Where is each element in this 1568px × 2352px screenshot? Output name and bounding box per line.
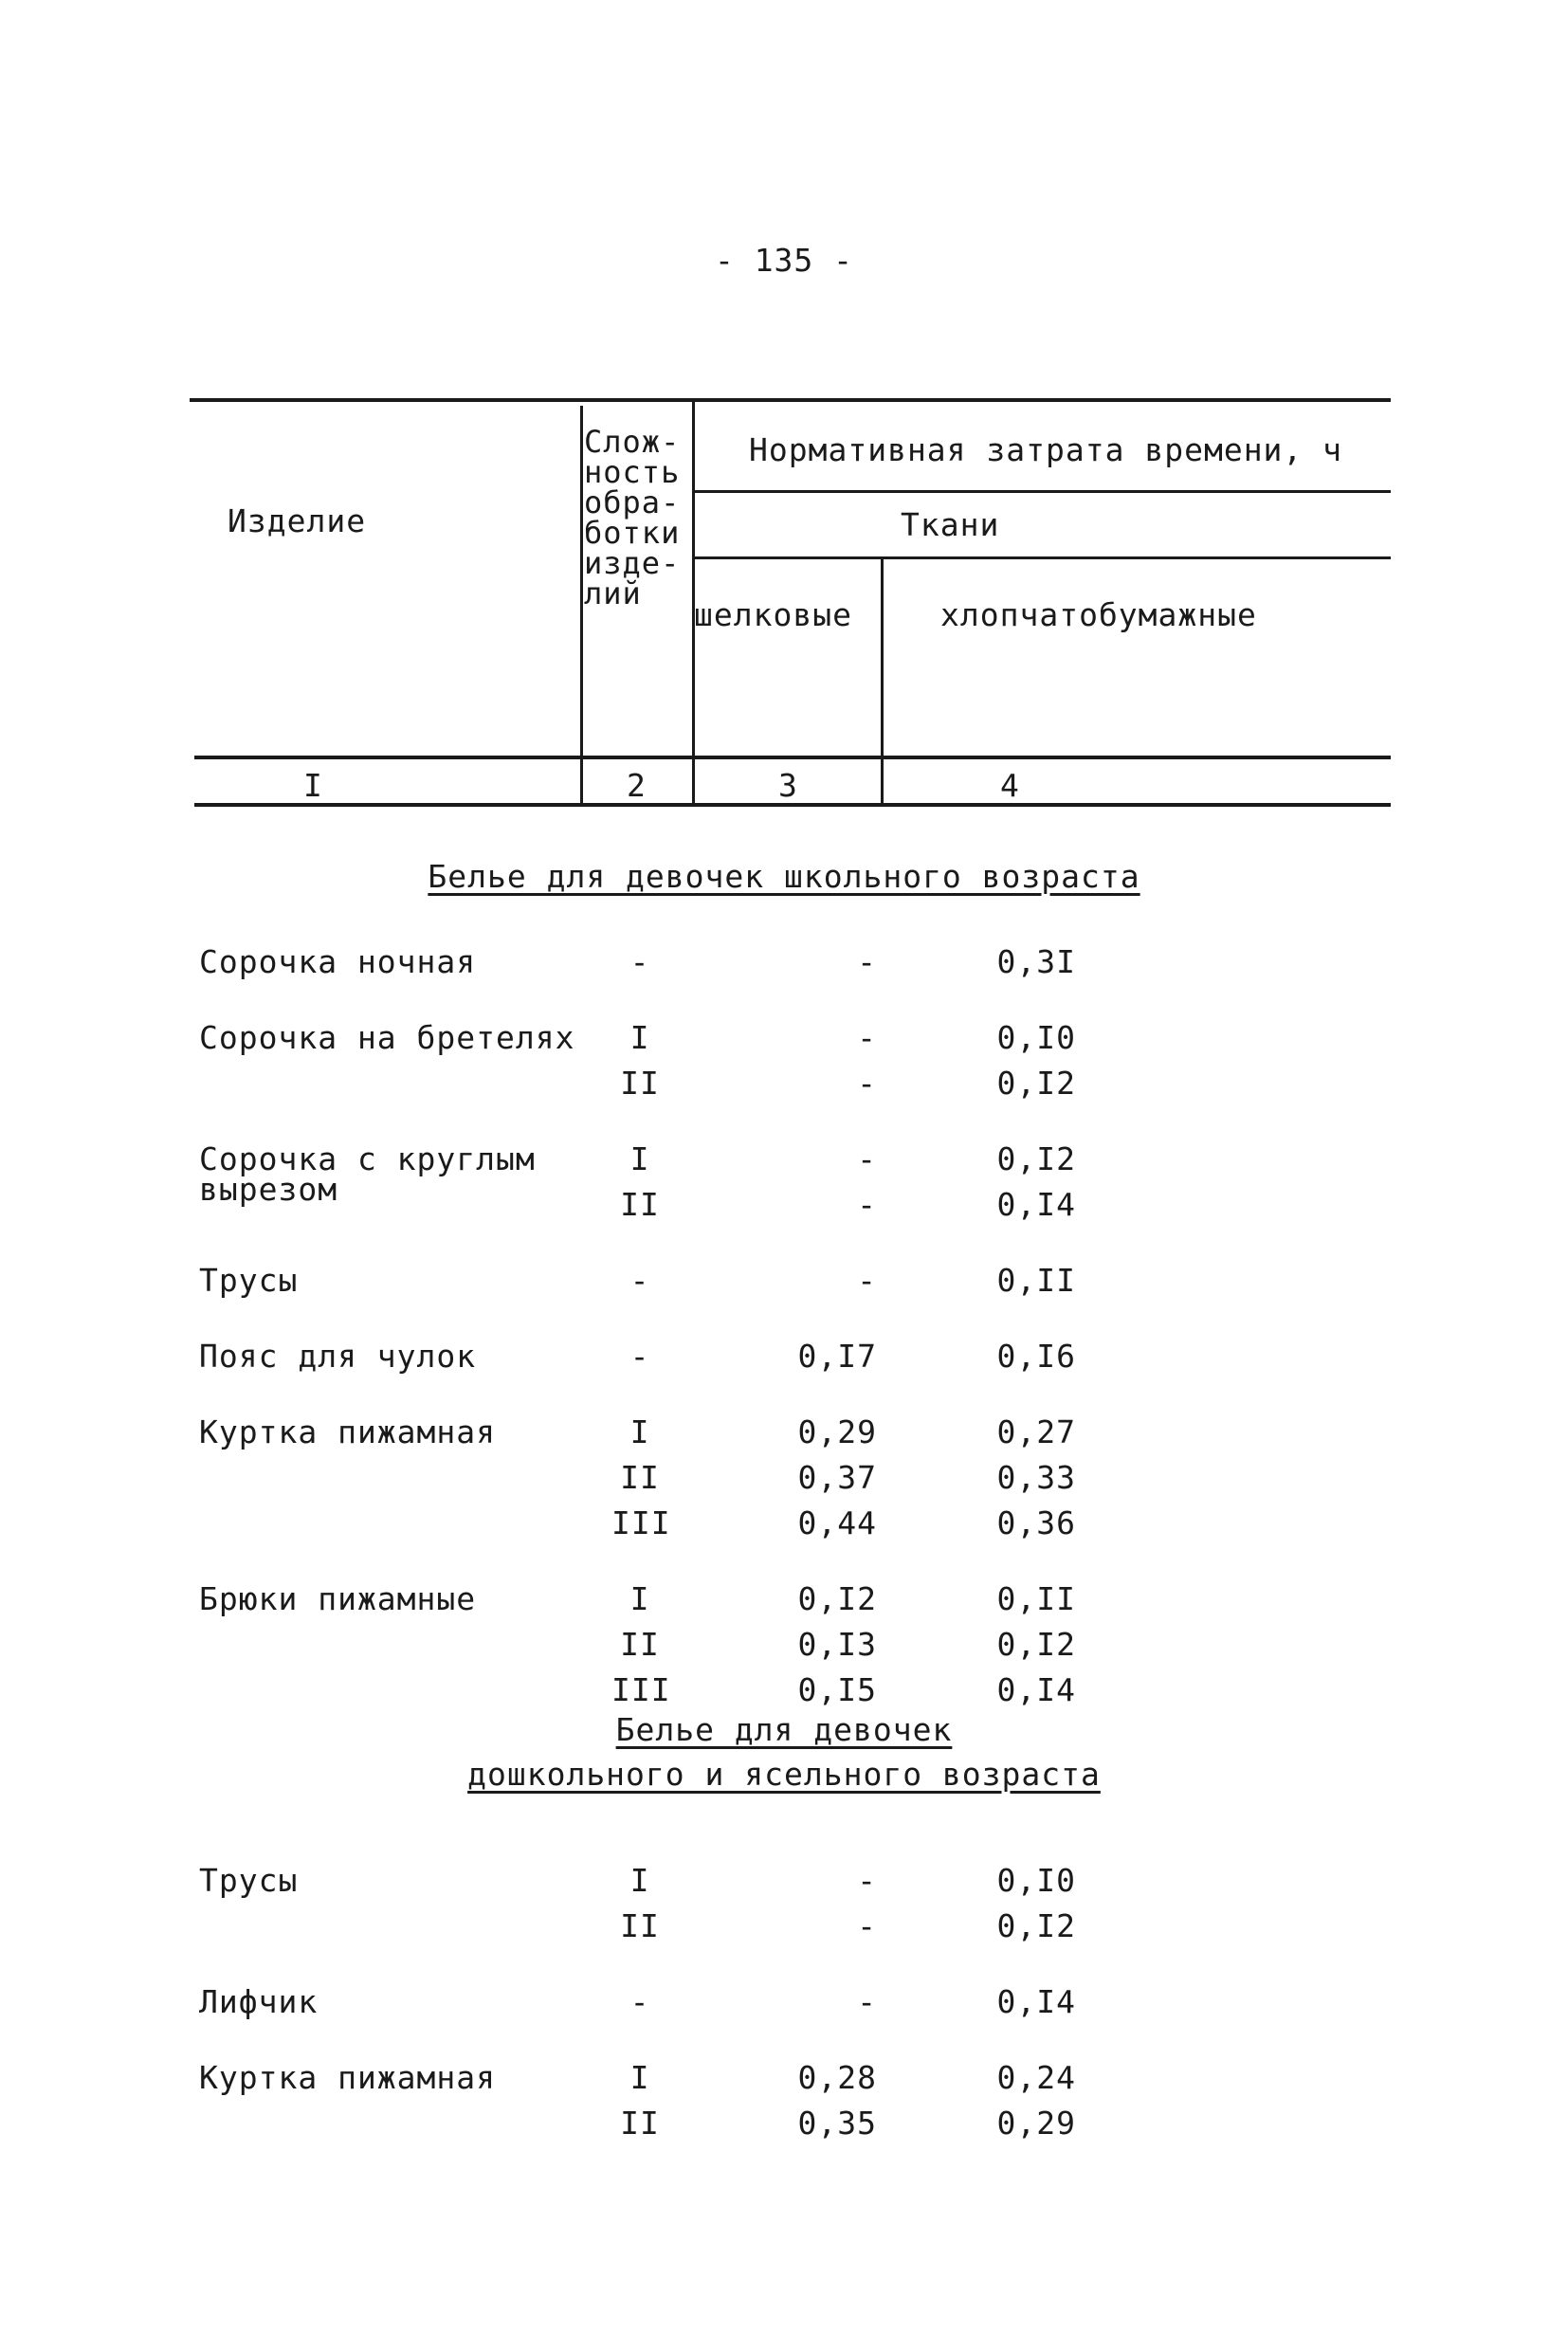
row-cotton-value: 0,36: [996, 1504, 1076, 1541]
row-silk-value: 0,I7: [797, 1338, 877, 1375]
row-cotton-value: 0,I4: [996, 1983, 1076, 2020]
row-complexity: II: [620, 1065, 660, 1102]
row-complexity: III: [611, 1671, 671, 1708]
row-cotton-value: 0,27: [996, 1413, 1076, 1450]
row-item-name: Лифчик: [199, 1983, 319, 2020]
row-complexity: II: [620, 1626, 660, 1663]
column-number-4: 4: [1000, 767, 1020, 804]
column-header-silk: шелковые: [694, 596, 852, 633]
column-header-cotton: хлопчатобумажные: [940, 596, 1257, 633]
row-complexity: II: [620, 1907, 660, 1944]
row-cotton-value: 0,II: [996, 1262, 1076, 1299]
row-complexity: I: [629, 1140, 650, 1177]
complexity-header-line: ботки: [584, 515, 681, 551]
row-silk-value: 0,I3: [797, 1626, 877, 1663]
row-cotton-value: 0,I0: [996, 1862, 1076, 1899]
row-item-name: Куртка пижамная: [199, 2059, 497, 2096]
row-cotton-value: 0,I4: [996, 1671, 1076, 1708]
row-silk-value: -: [857, 943, 877, 980]
row-item-name: вырезом: [199, 1171, 338, 1208]
column-number-1: I: [303, 767, 323, 804]
row-cotton-value: 0,II: [996, 1580, 1076, 1617]
column-group-header-time: Нормативная затрата времени, ч: [749, 431, 1343, 468]
row-cotton-value: 0,I2: [996, 1626, 1076, 1663]
row-silk-value: 0,44: [797, 1504, 877, 1541]
row-complexity: -: [629, 943, 650, 980]
row-silk-value: 0,I2: [797, 1580, 877, 1617]
complexity-header-line: изде-: [584, 545, 681, 581]
row-complexity: -: [629, 1262, 650, 1299]
row-complexity: II: [620, 2105, 660, 2142]
complexity-header-line: ность: [584, 454, 681, 490]
row-cotton-value: 0,I6: [996, 1338, 1076, 1375]
row-complexity: I: [629, 1019, 650, 1056]
row-cotton-value: 0,I4: [996, 1186, 1076, 1223]
row-silk-value: -: [857, 1907, 877, 1944]
complexity-header-line: обра-: [584, 484, 681, 520]
row-complexity: I: [629, 1413, 650, 1450]
row-silk-value: 0,I5: [797, 1671, 877, 1708]
row-silk-value: -: [857, 1065, 877, 1102]
column-divider-1: [580, 406, 583, 804]
complexity-header-line: лий: [584, 575, 642, 611]
row-complexity: II: [620, 1459, 660, 1496]
row-silk-value: -: [857, 1862, 877, 1899]
row-cotton-value: 0,3I: [996, 943, 1076, 980]
row-silk-value: 0,35: [797, 2105, 877, 2142]
column-subgroup-header-fabrics: Ткани: [901, 506, 1000, 543]
row-silk-value: -: [857, 1140, 877, 1177]
header-bottom-rule: [194, 756, 1391, 759]
row-item-name: Сорочка на бретелях: [199, 1019, 575, 1056]
column-header-item: Изделие: [228, 502, 367, 539]
row-cotton-value: 0,I2: [996, 1065, 1076, 1102]
row-cotton-value: 0,I0: [996, 1019, 1076, 1056]
column-header-complexity: [584, 424, 681, 611]
row-silk-value: -: [857, 1186, 877, 1223]
row-silk-value: 0,28: [797, 2059, 877, 2096]
section-title: Белье для девочек школьного возраста: [428, 858, 1140, 895]
row-silk-value: -: [857, 1262, 877, 1299]
page-number: - 135 -: [714, 242, 854, 279]
row-cotton-value: 0,I2: [996, 1907, 1076, 1944]
row-complexity: I: [629, 2059, 650, 2096]
row-cotton-value: 0,33: [996, 1459, 1076, 1496]
row-cotton-value: 0,29: [996, 2105, 1076, 2142]
row-item-name: Брюки пижамные: [199, 1580, 477, 1617]
subgroup-header-rule: [692, 556, 1391, 559]
complexity-header-line: Слож-: [584, 424, 681, 460]
row-item-name: Пояс для чулок: [199, 1338, 477, 1375]
row-item-name: Куртка пижамная: [199, 1413, 497, 1450]
section-title: Белье для девочек: [615, 1711, 953, 1748]
row-cotton-value: 0,I2: [996, 1140, 1076, 1177]
column-number-2: 2: [627, 767, 647, 804]
row-item-name: Трусы: [199, 1862, 299, 1899]
row-silk-value: -: [857, 1983, 877, 2020]
row-complexity: III: [611, 1504, 671, 1541]
row-complexity: -: [629, 1983, 650, 2020]
row-complexity: II: [620, 1186, 660, 1223]
column-number-3: 3: [778, 767, 798, 804]
row-complexity: -: [629, 1338, 650, 1375]
section-title: дошкольного и ясельного возраста: [467, 1756, 1101, 1793]
row-silk-value: -: [857, 1019, 877, 1056]
column-divider-3: [881, 558, 884, 804]
row-silk-value: 0,29: [797, 1413, 877, 1450]
row-item-name: Трусы: [199, 1262, 299, 1299]
row-cotton-value: 0,24: [996, 2059, 1076, 2096]
row-complexity: I: [629, 1580, 650, 1617]
row-complexity: I: [629, 1862, 650, 1899]
group-header-rule: [692, 490, 1391, 493]
row-silk-value: 0,37: [797, 1459, 877, 1496]
row-item-name: Сорочка ночная: [199, 943, 477, 980]
row-item-name: Сорочка с круглым: [199, 1140, 536, 1177]
table-top-rule: [190, 398, 1391, 402]
